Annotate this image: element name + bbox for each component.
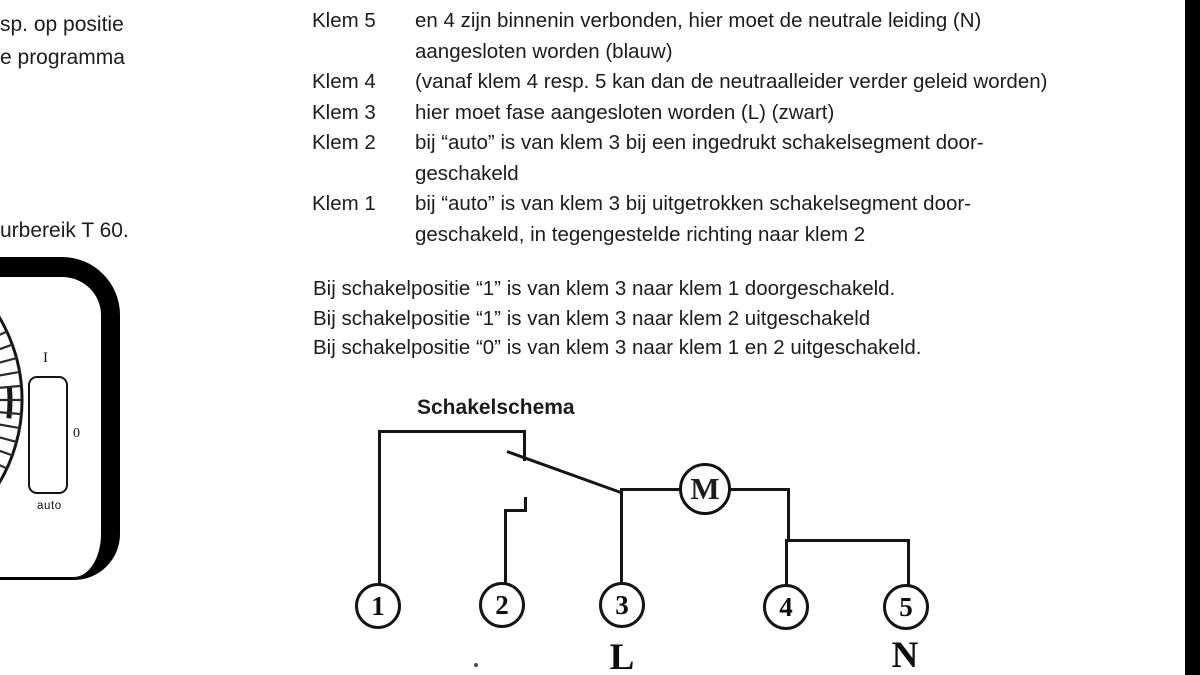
terminal-description	[415, 189, 971, 250]
left-fragment-line-2: e programma	[0, 46, 125, 69]
terminal-row-klem4	[312, 67, 1047, 98]
terminal-label: Klem 3	[312, 100, 376, 124]
wiring-diagram-title: Schakelschema	[417, 396, 575, 419]
terminal-circle-5: 5	[883, 584, 929, 630]
wire-terminal1-vertical	[378, 430, 381, 586]
wire-terminal2-contact-stub	[524, 497, 527, 511]
wire-top-horizontal	[381, 430, 526, 433]
terminal-circle-3: 3	[599, 582, 645, 628]
terminal-circle-4: 4	[763, 584, 809, 630]
terminal-row-klem2	[312, 128, 1047, 189]
terminal-description-line: en 4 zijn binnenin verbonden, hier moet de neutrale leiding (N)	[415, 9, 982, 32]
left-fragment-line-3: urbereik T 60.	[0, 219, 129, 242]
phase-label: L	[609, 637, 635, 675]
slider-position-on-label: I	[43, 350, 48, 366]
motor-symbol: M	[679, 463, 731, 515]
slider-position-off-label: 0	[73, 426, 80, 441]
terminal-row-klem3	[312, 98, 1047, 129]
terminal-row-klem5	[312, 6, 1047, 67]
terminal-description-list	[312, 6, 1047, 250]
wire-terminal3-vertical	[620, 488, 623, 585]
note-line-1: Bij schakelpositie “1” is van klem 3 naar klem 1 doorgeschakeld.	[313, 277, 896, 300]
terminal-description	[415, 6, 981, 67]
wire-branch-horizontal	[787, 539, 910, 542]
note-line-2: Bij schakelpositie “1” is van klem 3 naar klem 2 uitgeschakeld	[313, 306, 871, 330]
wire-terminal3-to-motor	[620, 488, 682, 491]
wire-motor-right	[728, 488, 790, 491]
wire-terminal4-vertical	[785, 539, 788, 587]
scan-speck	[474, 663, 478, 667]
wire-terminal2-vertical	[504, 509, 507, 585]
scan-edge-black-bar	[1185, 0, 1200, 675]
switch-position-notes	[313, 274, 921, 363]
wire-branch-vertical	[787, 488, 790, 542]
left-fragment-line-1: sp. op positie	[0, 13, 124, 36]
terminal-description-line: bij “auto” is van klem 3 bij uitgetrokken schakelsegment door-	[415, 192, 972, 215]
timer-mode-slider	[28, 376, 68, 494]
terminal-circle-1: 1	[355, 583, 401, 629]
terminal-description-line: hier moet fase aangesloten worden (L) (zwart)	[415, 100, 835, 124]
neutral-label: N	[891, 635, 919, 675]
terminal-description	[415, 67, 1047, 98]
terminal-circle-2: 2	[479, 582, 525, 628]
terminal-label: Klem 2	[312, 131, 376, 154]
switch-blade	[506, 450, 621, 494]
terminal-label: Klem 4	[312, 70, 376, 93]
terminal-description-line: geschakeld	[415, 161, 519, 185]
terminal-description-line: bij “auto” is van klem 3 bij een ingedrukt schakelsegment door-	[415, 131, 984, 154]
wire-terminal5-vertical	[907, 539, 910, 587]
terminal-label: Klem 5	[312, 9, 376, 32]
note-line-3: Bij schakelpositie “0” is van klem 3 naar klem 1 en 2 uitgeschakeld.	[313, 336, 922, 359]
terminal-description	[415, 98, 834, 129]
terminal-label: Klem 1	[312, 192, 376, 215]
terminal-row-klem1	[312, 189, 1047, 250]
terminal-description-line: geschakeld, in tegengestelde richting naar klem 2	[415, 222, 866, 246]
terminal-description-line: (vanaf klem 4 resp. 5 kan dan de neutraalleider verder geleid worden)	[415, 70, 1048, 93]
terminal-description-line: aangesloten worden (blauw)	[415, 39, 673, 63]
slider-position-auto-label: auto	[37, 500, 62, 512]
terminal-description	[415, 128, 984, 189]
